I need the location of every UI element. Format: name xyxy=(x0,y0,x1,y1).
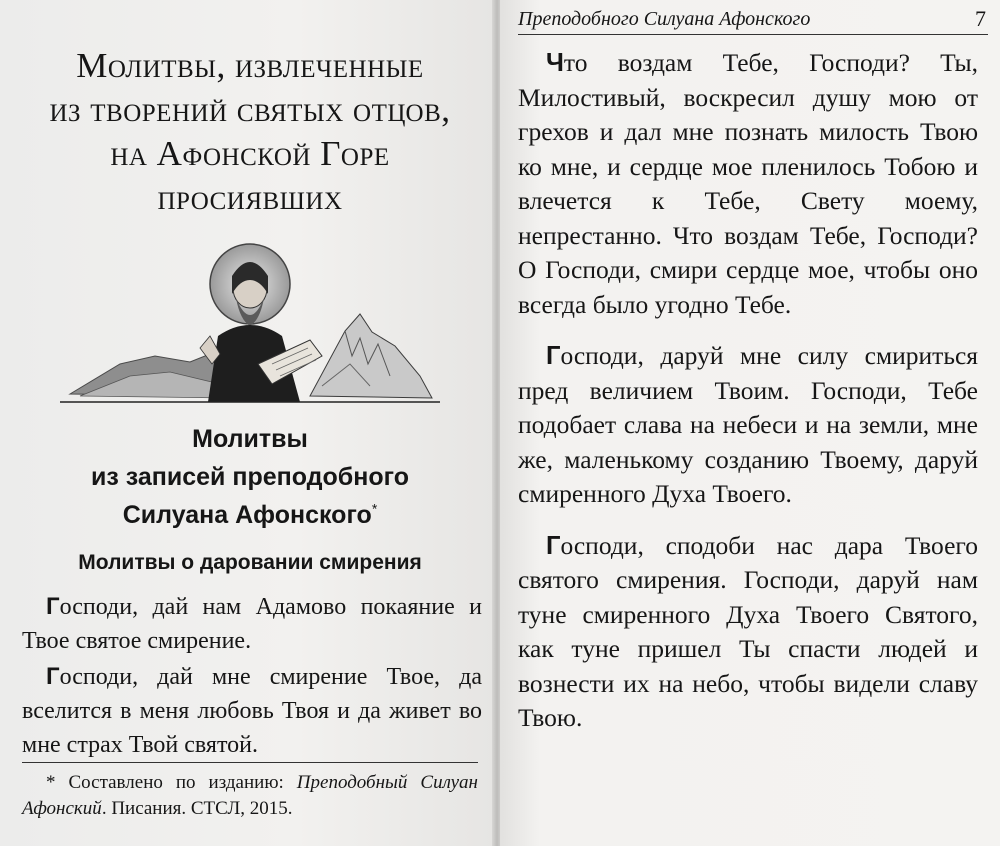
running-header xyxy=(518,6,988,35)
footnote-marker: * xyxy=(371,500,378,517)
section-title xyxy=(30,420,470,534)
right-prayers xyxy=(518,46,978,736)
initial-letter: Г xyxy=(546,342,561,370)
left-page xyxy=(0,0,494,846)
title-line: из творений святых отцов, xyxy=(49,90,451,129)
page-number: 7 xyxy=(975,6,986,31)
footnote-suffix: . Писания. СТСЛ, 2015. xyxy=(101,798,293,819)
initial-letter: Г xyxy=(546,531,561,560)
title-line: Молитвы, извлеченные xyxy=(76,46,424,85)
footnote-source: Преподобный Силуан Афонский xyxy=(22,772,478,819)
initial-letter: Ч xyxy=(546,49,564,77)
footnote xyxy=(22,770,478,822)
initial-letter: Г xyxy=(46,593,60,620)
prayer-paragraph: Господи, даруй мне силу смириться пред величием Твоим. Господи, Тебе подобает слава на небеси и на земли, мне же, маленькому созданию Твоему, даруй смиренного Духа Твоего. xyxy=(518,341,978,508)
title-line: на Афонской Горе xyxy=(110,134,390,173)
prayer-paragraph: Что воздам Тебе, Господи? Ты, Милостивый, воскресил душу мою от грехов и дал мне познать милость Твою ко мне, и сердце мое пленилось Тобою и влечется к Тебе, Свету моему, непрестанно. Что воздам Тебе, Господи? О Господи, смири сердце мое, чтобы оно всегда было угодно Тебе. xyxy=(518,48,978,319)
left-prayers xyxy=(22,590,482,762)
right-page xyxy=(500,0,1000,846)
initial-letter: Г xyxy=(46,663,60,690)
page-title xyxy=(20,44,480,220)
footnote-divider xyxy=(22,762,478,763)
title-line: просиявших xyxy=(157,178,343,217)
prayer-paragraph: Господи, сподоби нас дара Твоего святого смирения. Господи, даруй нам туне смиренного Духа Твоего Святого, как туне пришел Ты спасти людей и вознести их на небо, чтобы видели славу Твою. xyxy=(518,530,978,732)
prayer-paragraph: Господи, дай нам Адамово покаяние и Твое святое смирение. xyxy=(22,593,482,654)
subsection-title: Молитвы о даровании смирения xyxy=(78,551,422,574)
section-title-line: Молитвы xyxy=(192,425,308,453)
section-title-line: Силуана Афонского xyxy=(122,501,372,529)
saint-silouan-athos-icon xyxy=(60,236,440,406)
running-title: Преподобного Силуана Афонского xyxy=(518,8,811,30)
prayer-paragraph: Господи, дай мне смирение Твое, да вселится в меня любовь Твоя и да живет во мне страх Твой святой. xyxy=(22,663,482,758)
section-title-line: из записей преподобного xyxy=(91,463,409,491)
footnote-prefix: * Составлено по изданию: xyxy=(46,772,297,793)
